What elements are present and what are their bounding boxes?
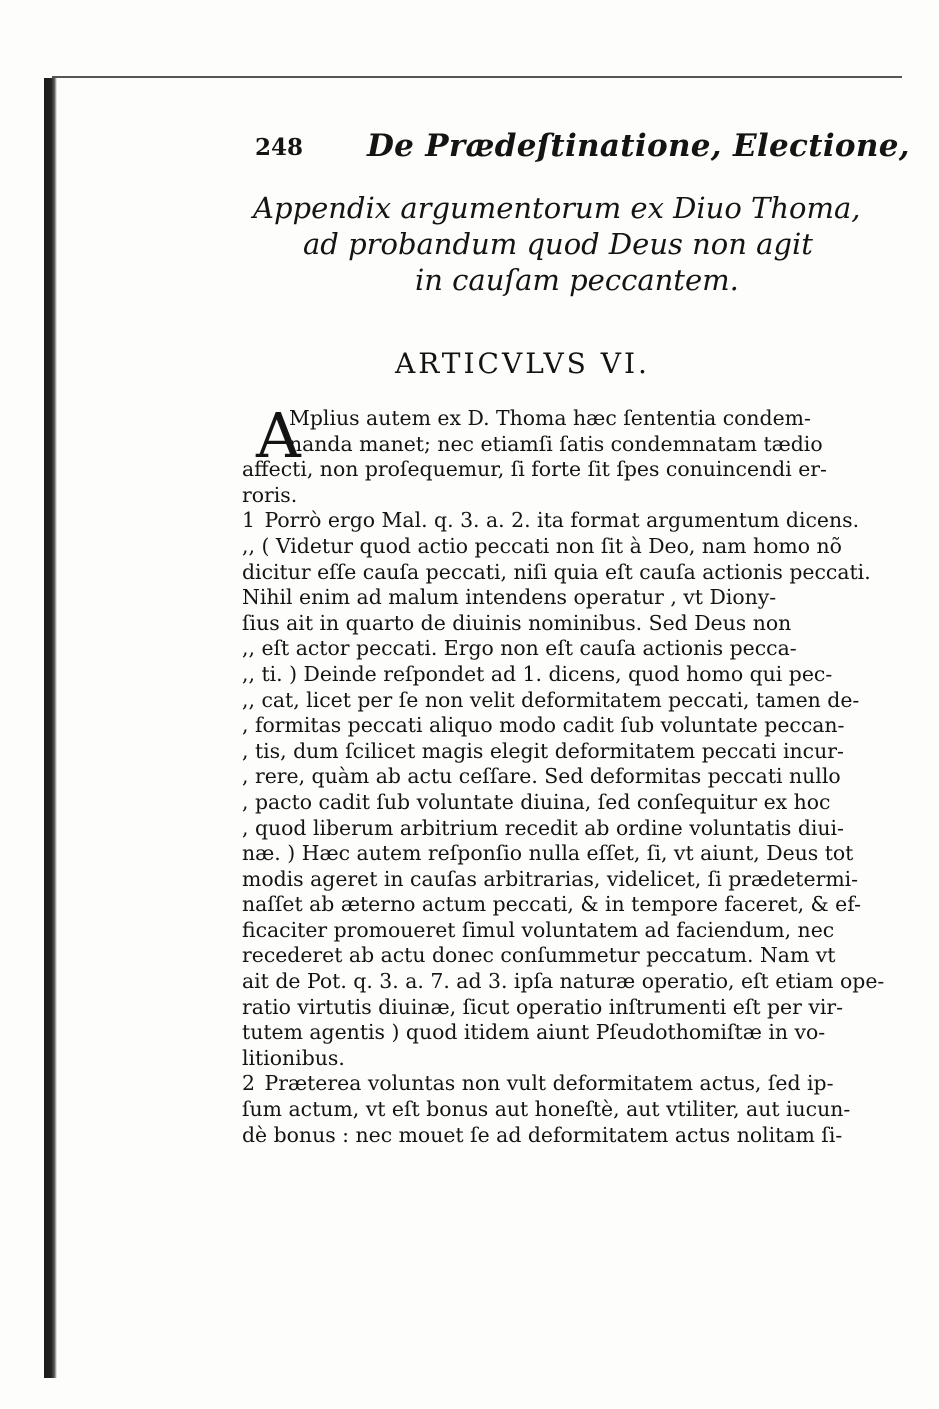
text-line: , formitas peccati aliquo modo cadit ſub voluntate peccan- <box>242 713 845 738</box>
text-line: , rere, quàm ab actu ceſſare. Sed deformitas peccati nullo <box>242 764 841 789</box>
running-head: De Prædeſtinatione, Electione, <box>367 128 910 164</box>
page-binding-edge <box>44 78 57 1378</box>
paragraph-item-1 <box>242 508 892 1071</box>
paragraph-1 <box>242 399 892 508</box>
text-line: ,, cat, licet per ſe non velit deformitatem peccati, tamen de- <box>242 687 860 712</box>
text-line: ,, ( Videtur quod actio peccati non ſit à Deo, nam homo nõ <box>242 533 842 558</box>
text-line: ſius ait in quarto de diuinis nominibus. Sed Deus non <box>242 610 792 635</box>
text-line: Nihil enim ad malum intendens operatur , vt Diony- <box>242 585 777 610</box>
text-line: recederet ab actu donec conſummetur peccatum. Nam vt <box>242 943 836 968</box>
text-line: ratio virtutis diuinæ, ſicut operatio inſtrumenti eſt per vir- <box>242 994 844 1019</box>
paragraph-item-2 <box>242 1071 892 1148</box>
title-line: Appendix argumentorum ex Diuo Thoma, <box>253 191 861 225</box>
page-top-edge <box>52 76 902 78</box>
article-heading: ARTICVLVS VI. <box>395 347 650 380</box>
page-header <box>255 128 910 172</box>
text-line: affecti, non proſequemur, ſi forte ſit ſpes conuincendi er- <box>242 457 827 482</box>
text-line: modis ageret in cauſas arbitrarias, videlicet, ſi prædetermi- <box>242 866 859 891</box>
text-line <box>242 1071 892 1097</box>
text-line-content: Porrò ergo Mal. q. 3. a. 2. ita format argumentum dicens. <box>264 508 860 533</box>
text-line: næ. ) Hæc autem reſponſio nulla eſſet, ſi, vt aiunt, Deus tot <box>242 841 854 866</box>
body-text <box>242 399 892 1148</box>
text-line: , tis, dum ſcilicet magis elegit deformitatem peccati incur- <box>242 738 844 763</box>
text-line: roris. <box>242 482 298 507</box>
text-line: litionibus. <box>242 1045 345 1070</box>
text-line: tutem agentis ) quod itidem aiunt Pſeudothomiſtæ in vo- <box>242 1020 826 1045</box>
text-line: Mplius autem ex D. Thoma hæc ſententia condem- <box>289 406 811 430</box>
text-line: ſum actum, vt eſt bonus aut honeſtè, aut vtiliter, aut iucun- <box>242 1097 851 1122</box>
title-line: ad probandum quod Deus non agit <box>303 227 813 261</box>
text-line: nanda manet; nec etiamſi ſatis condemnatam tædio <box>289 431 823 456</box>
text-line-content: Præterea voluntas non vult deformitatem actus, ſed ip- <box>264 1071 834 1096</box>
text-line <box>242 508 892 534</box>
page-number: 248 <box>255 134 304 161</box>
text-line: , pacto cadit ſub voluntate diuina, ſed conſequitur ex hoc <box>242 789 831 814</box>
text-line: ficaciter promoueret ſimul voluntatem ad faciendum, nec <box>242 917 835 942</box>
title-line: in cauſam peccantem. <box>415 263 739 297</box>
text-line: ,, eſt actor peccati. Ergo non eſt cauſa actionis pecca- <box>242 636 797 661</box>
text-line: naſſet ab æterno actum peccati, & in tempore faceret, & ef- <box>242 892 861 917</box>
drop-cap: A <box>256 399 301 472</box>
item-number: 1 <box>242 508 255 533</box>
appendix-title <box>235 190 900 298</box>
text-line: dè bonus : nec mouet ſe ad deformitatem actus nolitam ſi- <box>242 1122 843 1147</box>
text-line: dicitur eſſe cauſa peccati, niſi quia eſt cauſa actionis peccati. <box>242 559 871 584</box>
text-line: ,, ti. ) Deinde reſpondet ad 1. dicens, quod homo qui pec- <box>242 661 833 686</box>
item-number: 2 <box>242 1071 255 1096</box>
text-line: , quod liberum arbitrium recedit ab ordine voluntatis diui- <box>242 815 844 840</box>
text-line: ait de Pot. q. 3. a. 7. ad 3. ipſa naturæ operatio, eſt etiam ope- <box>242 969 885 994</box>
